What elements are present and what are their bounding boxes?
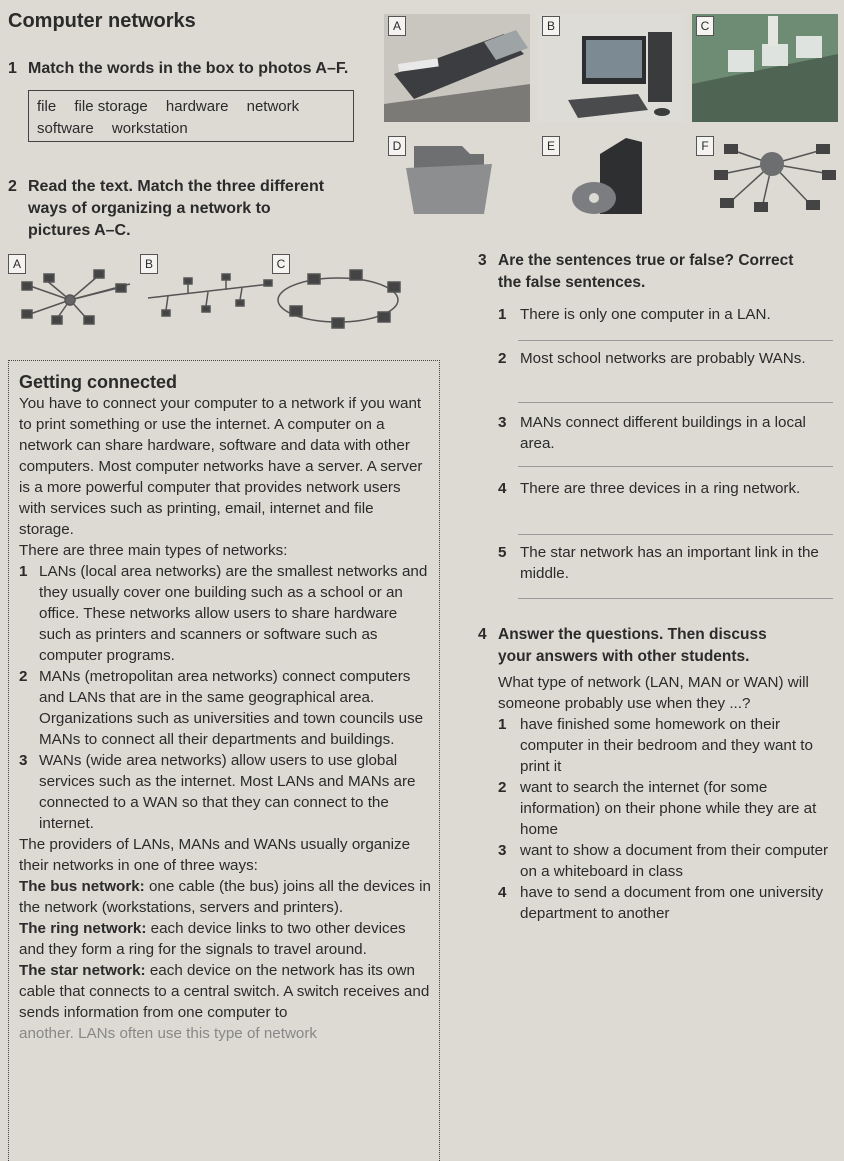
tf-item-text: There are three devices in a ring network. xyxy=(520,480,801,497)
photo-b xyxy=(538,14,684,122)
answer-line-4[interactable] xyxy=(518,534,833,535)
tf-item-number: 4 xyxy=(498,480,507,497)
network-pictures xyxy=(8,254,428,344)
exercise-3-line-1: Are the sentences true or false? Correct xyxy=(498,252,794,269)
tf-item-text: The star network has an important link in the middle. xyxy=(520,544,819,582)
exercise-2-line-3: pictures A–C. xyxy=(28,222,131,239)
photo-e xyxy=(538,134,684,218)
list-item xyxy=(19,666,431,750)
list-item-number: 3 xyxy=(498,842,507,859)
photo-e-label: E xyxy=(542,136,560,156)
word-software: software xyxy=(37,120,94,137)
photo-b-label: B xyxy=(542,16,560,36)
list-item-number: 1 xyxy=(19,563,28,580)
network-types-list xyxy=(19,561,431,834)
word-box xyxy=(28,90,354,142)
word-file: file xyxy=(37,98,57,115)
ring-network-diagram xyxy=(278,270,400,328)
exercise-1-instruction xyxy=(8,58,348,80)
photo-f-label: F xyxy=(696,136,714,156)
tf-item-number: 5 xyxy=(498,544,507,561)
exercise-4-intro: What type of network (LAN, MAN or WAN) will someone probably use when they ...? xyxy=(498,674,809,712)
photo-d xyxy=(384,134,530,218)
list-item-text: WANs (wide area networks) allow users to use global services such as the internet. Most LANs and MANs are connected to a WAN so that they can connect to the internet. xyxy=(39,752,416,832)
list-item xyxy=(478,840,838,882)
photo-a xyxy=(384,14,530,122)
list-item-text: have to send a document from one university department to another xyxy=(520,884,824,922)
exercise-2-number: 2 xyxy=(8,178,17,195)
star-network-text: each device on the network has its own cable that connects to a central switch. A switch receives and sends information from one computer to xyxy=(19,962,430,1021)
tf-item-number: 3 xyxy=(498,414,507,431)
tf-item-text: MANs connect different buildings in a local area. xyxy=(520,414,806,452)
reading-title: Getting connected xyxy=(19,372,178,392)
list-item-text: want to show a document from their computer on a whiteboard in class xyxy=(520,842,829,880)
ring-network-term: The ring network: xyxy=(19,920,147,937)
list-item xyxy=(19,750,431,834)
exercise-4-number: 4 xyxy=(478,626,487,643)
reading-text xyxy=(8,360,440,1161)
reading-intro: You have to connect your computer to a network if you want to print something or use the internet. A computer on a network can share hardware, software and data with other computers. Most computer networks have a server. A server is a more powerful computer that provides network users with services such as printing, email, internet and file storage. xyxy=(19,395,423,538)
network-picture-c-label: C xyxy=(272,254,290,274)
list-item-number: 1 xyxy=(498,716,507,733)
list-item-number: 4 xyxy=(498,884,507,901)
tf-item-text: There is only one computer in a LAN. xyxy=(520,306,771,323)
list-item-number: 2 xyxy=(19,668,28,685)
exercise-4-line-1: Answer the questions. Then discuss xyxy=(498,626,767,643)
list-item-number: 2 xyxy=(498,779,507,796)
exercise-4-list xyxy=(478,714,838,924)
tf-item-3 xyxy=(478,412,838,454)
word-workstation: workstation xyxy=(111,120,188,137)
photo-c-label: C xyxy=(696,16,714,36)
list-item xyxy=(478,882,838,924)
list-item-text: have finished some homework on their computer in their bedroom and they want to print it xyxy=(520,716,813,775)
list-item xyxy=(478,714,838,777)
star-network-diagram xyxy=(22,270,130,324)
exercise-3-instruction xyxy=(478,250,838,294)
word-network: network xyxy=(246,98,300,115)
reading-ways-intro: The providers of LANs, MANs and WANs usually organize their networks in one of three ways: xyxy=(19,836,411,874)
network-picture-b-label: B xyxy=(140,254,158,274)
photo-d-label: D xyxy=(388,136,406,156)
ring-network-text: each device links to two other devices and they form a ring for the signals to travel around. xyxy=(19,920,406,958)
list-item-text: LANs (local area networks) are the smallest networks and they usually cover one building such as a school or an office. These networks allow users to share hardware such as printers and scanners or software such as computer programs. xyxy=(39,563,428,664)
exercise-1-number: 1 xyxy=(8,60,17,77)
answer-line-1[interactable] xyxy=(518,340,833,341)
bus-network-term: The bus network: xyxy=(19,878,145,895)
tf-item-number: 1 xyxy=(498,306,507,323)
exercise-2-line-2: ways of organizing a network to xyxy=(28,200,271,217)
tf-item-number: 2 xyxy=(498,350,507,367)
list-item-number: 3 xyxy=(19,752,28,769)
star-network-term: The star network: xyxy=(19,962,146,979)
page-title: Computer networks xyxy=(8,10,196,32)
reading-types-intro: There are three main types of networks: xyxy=(19,542,288,559)
network-picture-a-label: A xyxy=(8,254,26,274)
tf-item-5 xyxy=(478,542,838,584)
word-box-row-1 xyxy=(37,96,345,118)
word-hardware: hardware xyxy=(165,98,229,115)
list-item xyxy=(478,777,838,840)
exercise-4-line-2: your answers with other students. xyxy=(498,648,750,665)
answer-line-3[interactable] xyxy=(518,466,833,467)
ring-network-paragraph xyxy=(19,918,431,960)
list-item-text: want to search the internet (for some information) on their phone while they are at home xyxy=(520,779,817,838)
bus-network-text: one cable (the bus) joins all the devices in the network (workstations, servers and printers). xyxy=(19,878,431,916)
exercise-3-line-2: the false sentences. xyxy=(498,274,646,291)
exercise-4 xyxy=(478,624,838,924)
exercise-2-line-1: Read the text. Match the three different xyxy=(28,178,325,195)
list-item-text: MANs (metropolitan area networks) connect computers and LANs that are in the same geographical area. Organizations such as universities and town councils use MANs to connect all their departments and buildings. xyxy=(39,668,424,748)
photo-c xyxy=(692,14,838,122)
bus-network-paragraph xyxy=(19,876,431,918)
photo-f xyxy=(692,134,838,218)
tf-item-2 xyxy=(478,348,838,369)
list-item xyxy=(19,561,431,666)
tf-item-text: Most school networks are probably WANs. xyxy=(520,350,806,367)
exercise-2-instruction xyxy=(8,176,368,242)
answer-line-2[interactable] xyxy=(518,402,833,403)
exercise-4-instruction xyxy=(478,624,838,668)
star-network-paragraph xyxy=(19,960,431,1023)
word-file-storage: file storage xyxy=(74,98,148,115)
word-box-row-2 xyxy=(37,118,345,140)
tf-item-1 xyxy=(478,304,838,325)
photo-a-label: A xyxy=(388,16,406,36)
exercise-3-number: 3 xyxy=(478,252,487,269)
tf-item-4 xyxy=(478,478,838,499)
answer-line-5[interactable] xyxy=(518,598,833,599)
exercise-1-text: Match the words in the box to photos A–F. xyxy=(28,60,349,77)
bus-network-diagram xyxy=(148,274,272,316)
reading-cut-line: another. LANs often use this type of network xyxy=(19,1025,318,1042)
network-diagrams xyxy=(8,254,428,344)
